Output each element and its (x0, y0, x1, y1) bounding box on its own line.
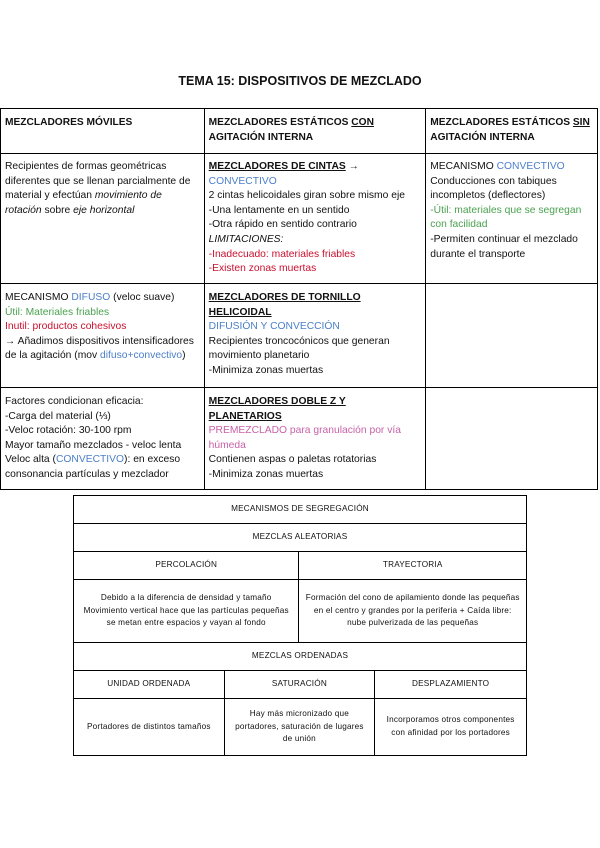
unidad-heading: UNIDAD ORDENADA (74, 671, 225, 699)
saturacion-text: Hay más micronizado que portadores, saturación de lugares de unión (224, 699, 375, 756)
table-header-row (1, 109, 598, 154)
unidad-text: Portadores de distintos tamaños (74, 699, 225, 756)
cell-moviles-desc: Recipientes de formas geométricas diferentes que se llenan parcialmente de material y efectúan movimiento de rotación sobre eje horizontal (1, 154, 205, 284)
page-title: TEMA 15: DISPOSITIVOS DE MEZCLADO (178, 74, 422, 88)
cell-doble-z: MEZCLADORES DOBLE Z Y PLANETARIOS PREMEZCLADO para granulación por vía húmeda Contienen aspas o paletas rotatorias -Minimiza zonas muertas (204, 388, 426, 490)
percolacion-heading: PERCOLACIÓN (74, 552, 299, 580)
trayectoria-text: Formación del cono de apilamiento donde las pequeñas en el centro y grandes por la periferia + Caída libre: nube pulverizada de las pequeñas (299, 580, 527, 643)
cell-difuso: MECANISMO DIFUSO (veloc suave) Útil: Materiales friables Inutil: productos cohesivos → Añadimos dispositivos intensificadores de la agitación (mov difuso+convectivo) (1, 284, 205, 388)
cell-factores: Factores condicionan eficacia: -Carga del material (⅓) -Veloc rotación: 30-100 rpm Mayor tamaño mezclados - veloc lenta Veloc alta (CONVECTIVO): en exceso consonancia partículas y mezclador (1, 388, 205, 490)
saturacion-heading: SATURACIÓN (224, 671, 375, 699)
ordenadas-heading: MEZCLAS ORDENADAS (74, 643, 527, 671)
aleatorias-heading: MEZCLAS ALEATORIAS (74, 524, 527, 552)
percolacion-text: Debido a la diferencia de densidad y tamaño Movimiento vertical hace que las partículas pequeñas se metan entre espacios y vayan al fondo (74, 580, 299, 643)
header-estaticos-con: MEZCLADORES ESTÁTICOS CON AGITACIÓN INTERNA (204, 109, 426, 154)
segregation-table (73, 495, 527, 756)
table-row (1, 154, 598, 284)
header-estaticos-sin: MEZCLADORES ESTÁTICOS SIN AGITACIÓN INTERNA (426, 109, 598, 154)
header-moviles: MEZCLADORES MÓVILES (1, 109, 205, 154)
cell-convectivo: MECANISMO CONVECTIVO Conducciones con tabiques incompletos (deflectores) -Útil: materiales que se segregan con facilidad -Permiten continuar el mezclado durante el transporte (426, 154, 598, 284)
cell-cintas: MEZCLADORES DE CINTAS → CONVECTIVO 2 cintas helicoidales giran sobre mismo eje -Una lentamente en un sentido -Otra rápido en sentido contrario LIMITACIONES: -Inadecuado: materiales friables -Existen zonas muertas (204, 154, 426, 284)
cell-empty (426, 284, 598, 388)
table-row (1, 388, 598, 490)
mixers-table (0, 108, 598, 490)
cell-tornillo: MEZCLADORES DE TORNILLO HELICOIDAL DIFUSIÓN Y CONVECCIÓN Recipientes troncocónicos que generan movimiento planetario -Minimiza zonas muertas (204, 284, 426, 388)
desplazamiento-text: Incorporamos otros componentes con afinidad por los portadores (375, 699, 527, 756)
cell-empty (426, 388, 598, 490)
segregation-title: MECANISMOS DE SEGREGACIÓN (74, 496, 527, 524)
table-row (1, 284, 598, 388)
desplazamiento-heading: DESPLAZAMIENTO (375, 671, 527, 699)
trayectoria-heading: TRAYECTORIA (299, 552, 527, 580)
